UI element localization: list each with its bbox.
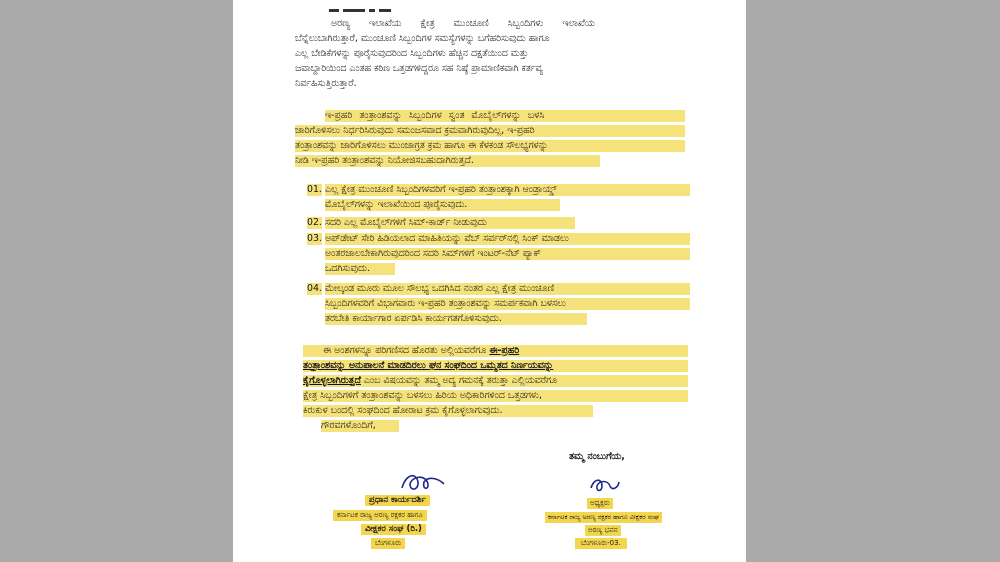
para3-line-1 [303,345,688,357]
left-stamp-title: ಪ್ರಧಾನ ಕಾರ್ಯದರ್ಶಿ [365,495,430,506]
item-number-1: 01. [307,184,322,195]
item-3-line-2: ಅಂತರಜಾಲಬೇಕಾಗಿರುವುದರಿಂದ ಸದರಿ ಸಿಮ್‌ಗಳಿಗೆ ಇಂಟರ್-ನೆಟ್ ಪ್ಯಾಕ್ [325,248,690,260]
para3-line-1-text: ಈ ಅಂಶಗಳನ್ನೂ ಪರಿಗಣಿಸದ ಹೊರತು ಅಲ್ಲಿಯವರೆಗೂ [323,345,490,356]
para1-line-5: ನಿರ್ವಹಿಸುತ್ತಿರುತ್ತಾರೆ. [295,78,357,89]
item-2-line-1: ಸದರಿ ಎಲ್ಲ ಮೊಬೈಲ್‌ಗಳಿಗೆ ಸಿಮ್-ಕಾರ್ಡ್ ನೀಡುವುದು [325,217,575,229]
left-stamp-city: ಬೆಂಗಳೂರು [371,538,405,549]
right-signature [588,474,622,496]
item-1-line-1: ಎಲ್ಲ ಕ್ಷೇತ್ರ ಮುಂಚೂಣಿ ಸಿಬ್ಬಂದಿಗಳವರಿಗೆ ಇ-ಪ್ರಹರಿ ತಂತ್ರಾಂಶಕ್ಕಾಗಿ ಆಂಡ್ರಾಯ್ಡ್ [325,184,690,196]
left-stamp-org-line-1: ಕರ್ನಾಟಕ ರಾಜ್ಯ ಅರಣ್ಯ ರಕ್ಷಕರ ಹಾಗೂ [333,510,427,521]
para1-line-1: ಅರಣ್ಯ ಇಲಾಖೆಯ ಕ್ಷೇತ್ರ ಮುಂಚೂಣಿ ಸಿಬ್ಬಂದಿಗಳು ಇಲಾಖೆಯ [331,18,595,29]
para3-underlined-decision: ಕೈಗೊಳ್ಳಲಾಗಿರುತ್ತದೆ [303,375,361,386]
item-3-line-3: ಒದಗಿಸುವುದು. [325,263,395,275]
para3-line-3 [303,375,688,387]
para3-line-4: ಕ್ಷೇತ್ರ ಸಿಬ್ಬಂದಿಗಳಿಗೆ ತಂತ್ರಾಂಶವನ್ನು ಬಳಸಲು ಹಿರಿಯ ಅಧಿಕಾರಿಗಳಿಂದ ಒತ್ತಡಗಳು, [303,390,688,402]
left-stamp-org-line-2: ವೀಕ್ಷಕರ ಸಂಘ (ರಿ.) [361,524,426,535]
item-1-line-2: ಮೊಬೈಲ್‌ಗಳನ್ನು ಇಲಾಖೆಯಿಂದ ಪೂರೈಸುವುದು. [325,199,560,211]
para3-line-6: ಗೌರವಗಳೊಂದಿಗೆ, [321,420,399,432]
right-stamp-org-line-2: ಅರಣ್ಯ ಭವನ [585,525,621,536]
para2-line-1: ಇ-ಪ್ರಹರಿ ತಂತ್ರಾಂಶವನ್ನು ಸಿಬ್ಬಂದಿಗಳ ಸ್ವಂತ ಮೊಬೈಲ್‌ಗಳನ್ನು ಬಳಸಿ [325,110,685,122]
para2-line-2: ಜಾರಿಗೊಳಿಸಲು ನಿರ್ಧರಿಸಿರುವುದು ಸಮಂಜಸವಾದ ಕ್ರಮವಾಗಿರುವುದಿಲ್ಲ, ಇ-ಪ್ರಹರಿ [295,125,685,137]
document-page [233,0,746,562]
right-stamp-title: ಅಧ್ಯಕ್ಷರು [587,498,613,509]
para2-line-3: ತಂತ್ರಾಂಶವನ್ನು ಜಾರಿಗೊಳಿಸಲು ಮುಂಜಾಗ್ರತ ಕ್ರಮ ಹಾಗೂ ಈ ಕೆಳಕಂಡ ಸೌಲಭ್ಯಗಳನ್ನು [295,140,685,152]
para1-line-3: ಎಲ್ಲ ಬೇಡಿಕೆಗಳನ್ನು ಪೂರೈಸುವುದರಿಂದ ಸಿಬ್ಬಂದಿಗಳು ಹೆಚ್ಚಿನ ದಕ್ಷತೆಯಿಂದ ಮತ್ತು [295,48,529,59]
para1-line-2: ಬೆನ್ನೆಲುಬಾಗಿರುತ್ತಾರೆ, ಮುಂಚೂಣಿ ಸಿಬ್ಬಂದಿಗಳ ಸಮಸ್ಯೆಗಳನ್ನು ಬಗೆಹರಿಸುವುದು ಹಾಗೂ [295,33,550,44]
left-signature [398,470,448,496]
para2-line-4: ನೀಡಿ ಇ-ಪ್ರಹರಿ ತಂತ್ರಾಂಶವನ್ನು ನಿಯೋಜಿಸಬಹುದಾಗಿರುತ್ತದೆ. [295,155,600,167]
item-number-4: 04. [307,283,322,294]
para3-line-3-text: ಎಂಬ ವಿಷಯವನ್ನು ತಮ್ಮ ಅದ್ಯ ಗಮನಕ್ಕೆ ತರುತ್ತಾ ಎಲ್ಲಿಯವರೆಗೂ [360,375,558,386]
right-stamp-org-line-1: ಕರ್ನಾಟಕ ರಾಜ್ಯ ಅರಣ್ಯ ರಕ್ಷಕರ ಹಾಗೂ ವೀಕ್ಷಕರ ಸಂಘ [545,512,662,523]
item-number-3: 03. [307,233,322,244]
item-4-line-3: ತರಬೇತಿ ಕಾರ್ಯಾಗಾರ ಏರ್ಪಡಿಸಿ ಕಾರ್ಯಗತಗೊಳಿಸುವುದು. [325,313,587,325]
closing-text: ತಮ್ಮ ನಂಬುಗೆಯ, [569,451,625,462]
item-4-line-1: ಮೇಲ್ಕಂಡ ಮೂರು ಮೂಲ ಸೌಲಭ್ಯ ಒದಗಿಸಿದ ನಂತರ ಎಲ್ಲ ಕ್ಷೇತ್ರ ಮುಂಚೂಣಿ [325,283,690,295]
item-3-line-1: ಅಪ್‌ಡೇಟ್ ಸೇರಿ ಹಿಡಿಯಲಾದ ಮಾಹಿತಿಯನ್ನು ವೆಬ್ ಸರ್ವರ್‌ನಲ್ಲಿ ಸಿಂಕ್ ಮಾಡಲು [325,233,690,245]
para3-line-5: ಕಿರುಕುಳ ಬಂದಲ್ಲಿ ಸಂಘದಿಂದ ಹೋರಾಟ ಕ್ರಮ ಕೈಗೊಳ್ಳಲಾಗುವುದು. [303,405,593,417]
right-stamp-city: ಬೆಂಗಳೂರು-03. [575,538,627,549]
para3-underlined-eprahari: ಈ-ಪ್ರಹರಿ [489,345,520,356]
item-number-2: 02. [307,217,322,228]
para1-line-4: ಜವಾಬ್ದಾರಿಯಿಂದ ಎಂತಹ ಕಠಿಣ ಒತ್ತಡಗಳಿದ್ದರೂ ಸಹ ನಿಷ್ಠೆ ಪ್ರಾಮಾಣಿಕವಾಗಿ ಕರ್ತವ್ಯ [295,63,543,74]
para3-underlined-text: ತಂತ್ರಾಂಶವನ್ನು ಅನುಪಾಲನೆ ಮಾಡದಿರಲು ಘನ ಸಂಘದಿಂದ ಒಮ್ಮತದ ನಿರ್ಣಯವನ್ನು [303,360,554,371]
para3-line-2 [303,360,688,372]
cut-off-text-line [329,0,395,3]
item-4-line-2: ಸಿಬ್ಬಂದಿಗಳವರಿಗೆ ವಿಭಾಗವಾರು ಇ-ಪ್ರಹರಿ ತಂತ್ರಾಂಶವನ್ನು ಸಮರ್ಪಕವಾಗಿ ಬಳಸಲು [325,298,690,310]
